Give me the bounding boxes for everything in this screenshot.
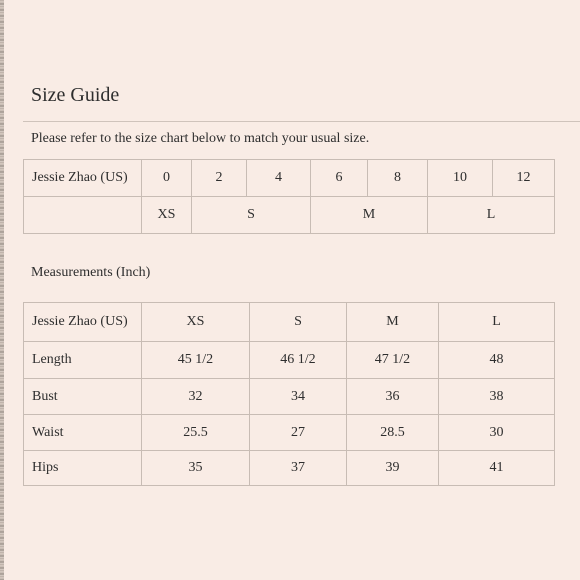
row-label: Waist <box>24 415 142 451</box>
column-header: S <box>250 303 347 342</box>
table-cell: 30 <box>439 415 555 451</box>
table-cell: 45 1/2 <box>142 342 250 379</box>
letter-size-cell: L <box>428 197 555 234</box>
us-size-cell: 2 <box>192 160 247 197</box>
size-table-header-label: Jessie Zhao (US) <box>24 160 142 197</box>
table-cell: 47 1/2 <box>347 342 439 379</box>
table-cell: 46 1/2 <box>250 342 347 379</box>
column-header: M <box>347 303 439 342</box>
table-cell: 28.5 <box>347 415 439 451</box>
table-cell: 35 <box>142 451 250 486</box>
letter-size-cell: S <box>192 197 311 234</box>
table-cell: 27 <box>250 415 347 451</box>
table-cell: 32 <box>142 379 250 415</box>
page-title: Size Guide <box>31 84 120 106</box>
table-row-length <box>24 342 555 379</box>
us-size-cell: 8 <box>368 160 428 197</box>
us-size-cell: 12 <box>493 160 555 197</box>
letter-size-row <box>24 197 555 234</box>
empty-cell <box>24 197 142 234</box>
us-size-cell: 6 <box>311 160 368 197</box>
table-row-waist <box>24 415 555 451</box>
table-cell: 36 <box>347 379 439 415</box>
measurements-header-label: Jessie Zhao (US) <box>24 303 142 342</box>
photo-edge-strip <box>0 0 4 580</box>
row-label: Hips <box>24 451 142 486</box>
table-cell: 37 <box>250 451 347 486</box>
title-divider <box>23 121 580 122</box>
column-header: L <box>439 303 555 342</box>
measurements-label: Measurements (Inch) <box>31 265 151 280</box>
letter-size-cell: XS <box>142 197 192 234</box>
table-cell: 41 <box>439 451 555 486</box>
measurements-header-row <box>24 303 555 342</box>
us-size-cell: 4 <box>247 160 311 197</box>
us-size-row <box>24 160 555 197</box>
letter-size-cell: M <box>311 197 428 234</box>
us-size-cell: 0 <box>142 160 192 197</box>
table-cell: 25.5 <box>142 415 250 451</box>
us-size-cell: 10 <box>428 160 493 197</box>
size-conversion-table <box>23 159 555 234</box>
table-cell: 38 <box>439 379 555 415</box>
row-label: Bust <box>24 379 142 415</box>
table-cell: 34 <box>250 379 347 415</box>
table-cell: 48 <box>439 342 555 379</box>
row-label: Length <box>24 342 142 379</box>
intro-text: Please refer to the size chart below to match your usual size. <box>31 131 370 146</box>
table-row-bust <box>24 379 555 415</box>
column-header: XS <box>142 303 250 342</box>
table-cell: 39 <box>347 451 439 486</box>
measurements-table <box>23 302 555 486</box>
table-row-hips <box>24 451 555 486</box>
